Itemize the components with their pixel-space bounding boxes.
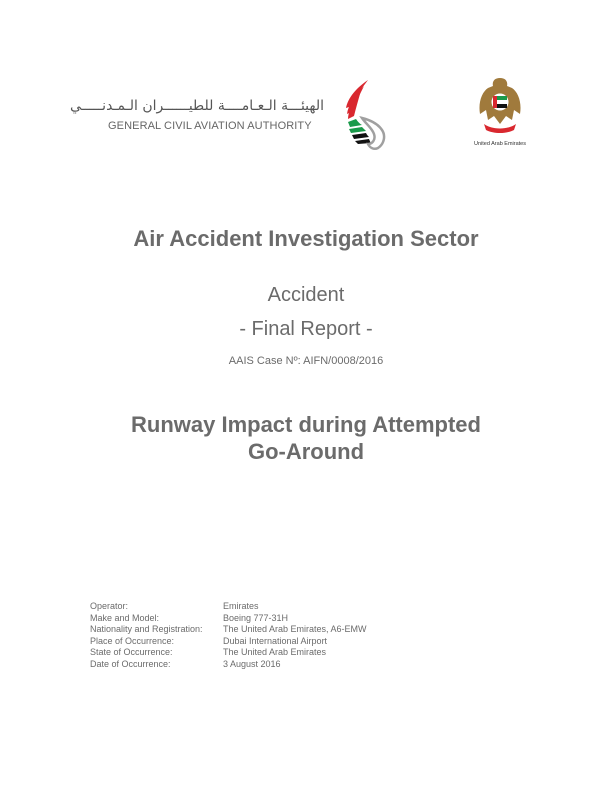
fact-label: Make and Model: [90, 612, 160, 623]
fact-value: Dubai International Airport [223, 635, 328, 646]
report-title-line-2: Go-Around [247, 439, 365, 464]
sector-heading: Air Accident Investigation Sector [133, 226, 479, 251]
gcaa-wing-logo-icon [338, 78, 394, 154]
fact-row [90, 647, 367, 659]
fact-label: State of Occurrence: [90, 647, 173, 658]
fact-value: The United Arab Emirates, A6-EMW [223, 624, 367, 635]
gcaa-arabic-name: الهيئـــة الـعـامــــة للطيــــــران الـمـدنـــــي [70, 98, 324, 114]
fact-label: Date of Occurrence: [90, 658, 171, 669]
report-type: Accident [267, 284, 345, 306]
fact-label: Operator: [90, 601, 129, 611]
fact-value: Boeing 777-31H [223, 612, 289, 623]
fact-row [90, 613, 367, 625]
fact-row [90, 659, 367, 671]
fact-label: Place of Occurrence: [90, 635, 175, 646]
report-title-line-1: Runway Impact during Attempted [131, 412, 481, 437]
report-status: - Final Report - [239, 318, 373, 340]
fact-row [90, 624, 367, 636]
fact-value: Emirates [223, 601, 259, 611]
fact-value: The United Arab Emirates [223, 647, 327, 658]
fact-row [90, 601, 367, 613]
uae-emblem-icon [472, 74, 528, 138]
fact-value: 3 August 2016 [223, 658, 281, 669]
gcaa-english-name: GENERAL CIVIL AVIATION AUTHORITY [108, 120, 312, 132]
fact-label: Nationality and Registration: [90, 624, 203, 635]
report-title [0, 411, 612, 465]
case-number: AAIS Case Nº: AIFN/0008/2016 [228, 355, 384, 367]
occurrence-facts [90, 601, 367, 671]
fact-row [90, 636, 367, 648]
uae-caption: United Arab Emirates [474, 141, 526, 147]
